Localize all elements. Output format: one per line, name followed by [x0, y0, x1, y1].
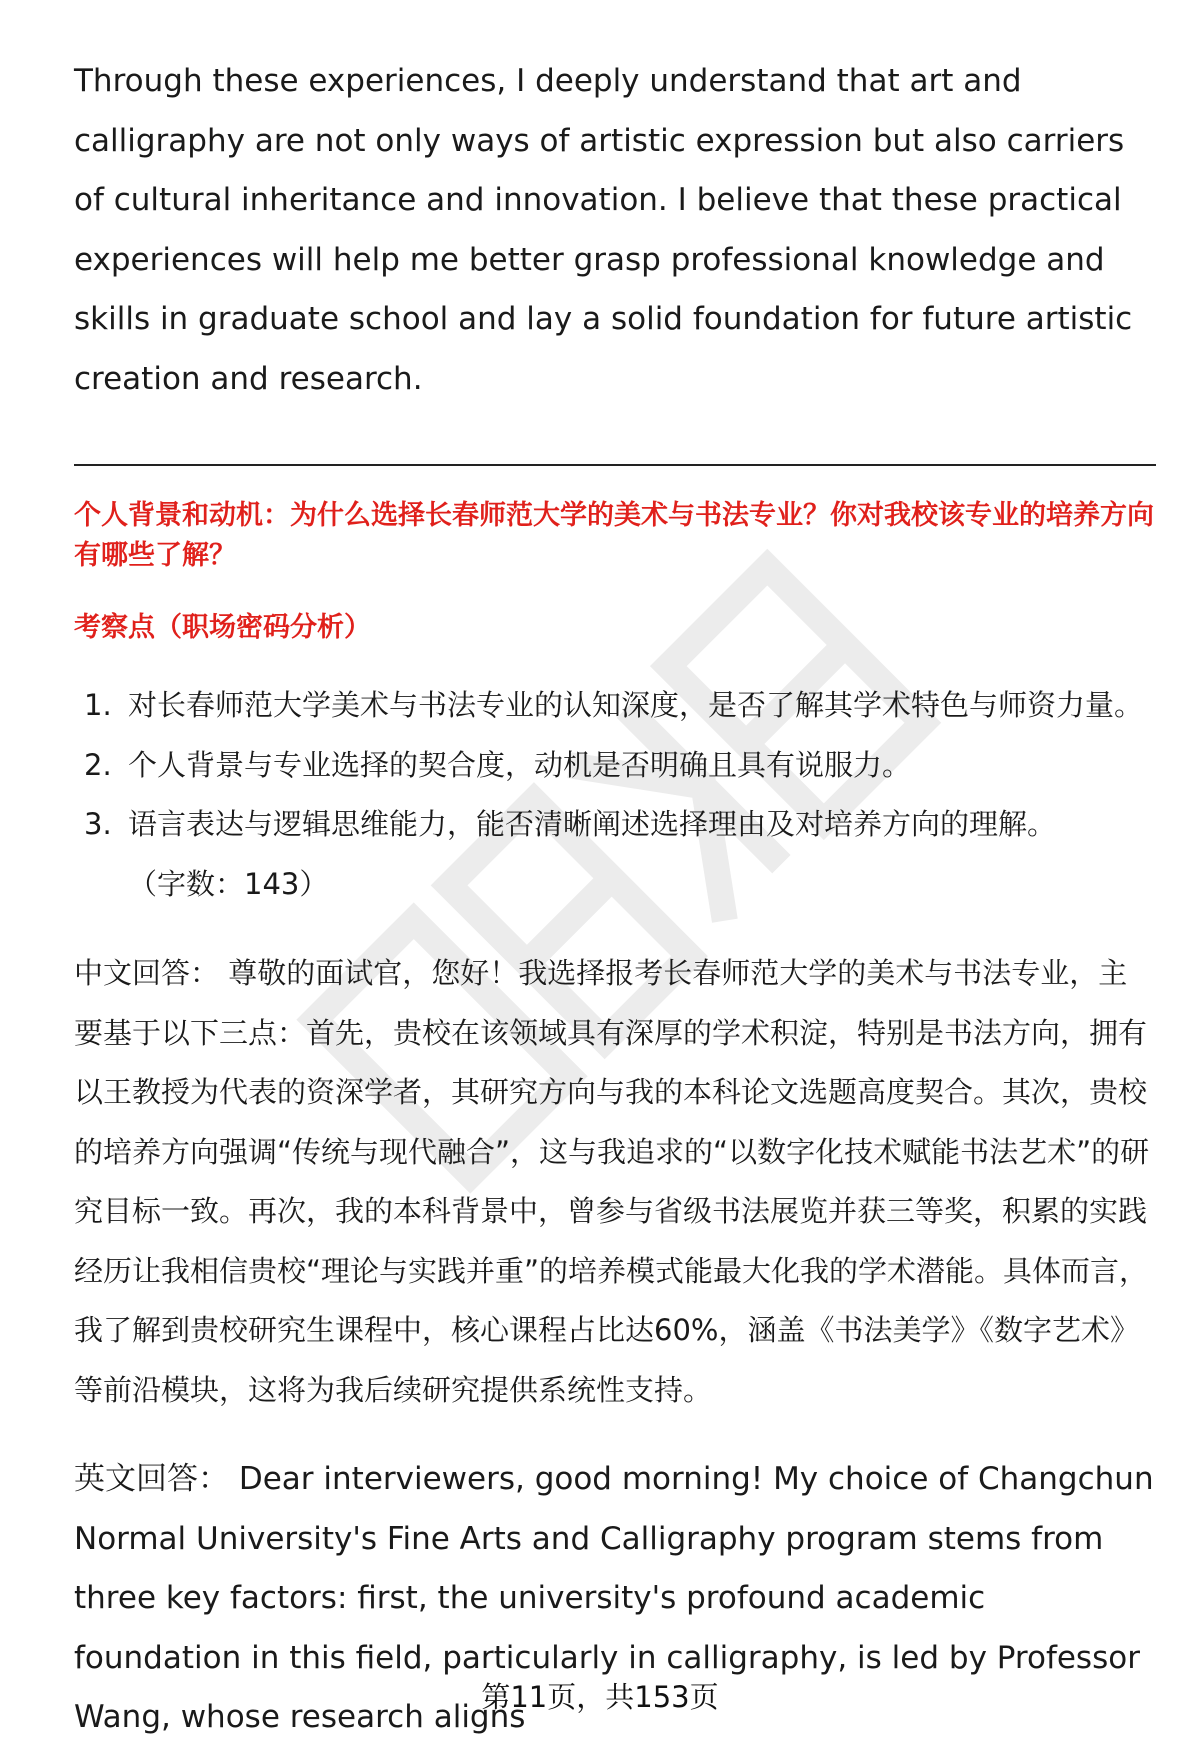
section-divider	[74, 464, 1156, 466]
chinese-answer	[74, 944, 1156, 1420]
word-count: （字数：143）	[128, 866, 329, 901]
list-item-text: 语言表达与逻辑思维能力，能否清晰阐述选择理由及对培养方向的理解。	[128, 807, 1057, 841]
question-heading: 个人背景和动机：为什么选择长春师范大学的美术与书法专业？你对我校该专业的培养方向有哪些了解？	[74, 500, 1154, 571]
english-answer-label: 英文回答：	[74, 1461, 229, 1497]
list-item-text: 对长春师范大学美术与书法专业的认知深度，是否了解其学术特色与师资力量。	[128, 688, 1144, 722]
page-footer: 第11页，共153页	[481, 1680, 719, 1714]
list-item	[74, 736, 1156, 796]
main-content	[74, 52, 1156, 1748]
intro-paragraph: Through these experiences, I deeply understand that art and calligraphy are not only ways of artistic expression but also carriers of cultural inheritance and innovation. I believe that these practical experiences will help me better grasp professional knowledge and skills in graduate school and lay a solid foundation for future artistic creation and research.	[74, 63, 1133, 397]
assessment-points-list	[74, 676, 1156, 855]
chinese-answer-text: 尊敬的面试官，您好！我选择报考长春师范大学的美术与书法专业，主要基于以下三点：首先，贵校在该领域具有深厚的学术积淀，特别是书法方向，拥有以王教授为代表的资深学者，其研究方向与我的本科论文选题高度契合。其次，贵校的培养方向强调“传统与现代融合”，这与我追求的“以数字化技术赋能书法艺术”的研究目标一致。再次，我的本科背景中，曾参与省级书法展览并获三等奖，积累的实践经历让我相信贵校“理论与实践并重”的培养模式能最大化我的学术潜能。具体而言，我了解到贵校研究生课程中，核心课程占比达60%，涵盖《书法美学》《数字艺术》等前沿模块，这将为我后续研究提供系统性支持。	[74, 956, 1150, 1407]
list-item	[74, 676, 1156, 736]
assessment-points-title: 考察点（职场密码分析）	[74, 612, 371, 643]
list-item-number: 1.	[84, 688, 112, 722]
list-item	[74, 795, 1156, 855]
list-item-text: 个人背景与专业选择的契合度，动机是否明确且具有说服力。	[128, 747, 912, 782]
english-answer-text: Dear interviewers, good morning! My choice of Changchun Normal University's Fine Arts and Calligraphy program stems from three key factors: first, the university's profound academic foundation in this field, particularly in calligraphy, is led by Professor Wang, whose research aligns	[74, 1461, 1154, 1735]
list-item-number: 2.	[84, 747, 112, 782]
list-item-number: 3.	[84, 807, 112, 841]
chinese-answer-label: 中文回答：	[74, 956, 220, 990]
